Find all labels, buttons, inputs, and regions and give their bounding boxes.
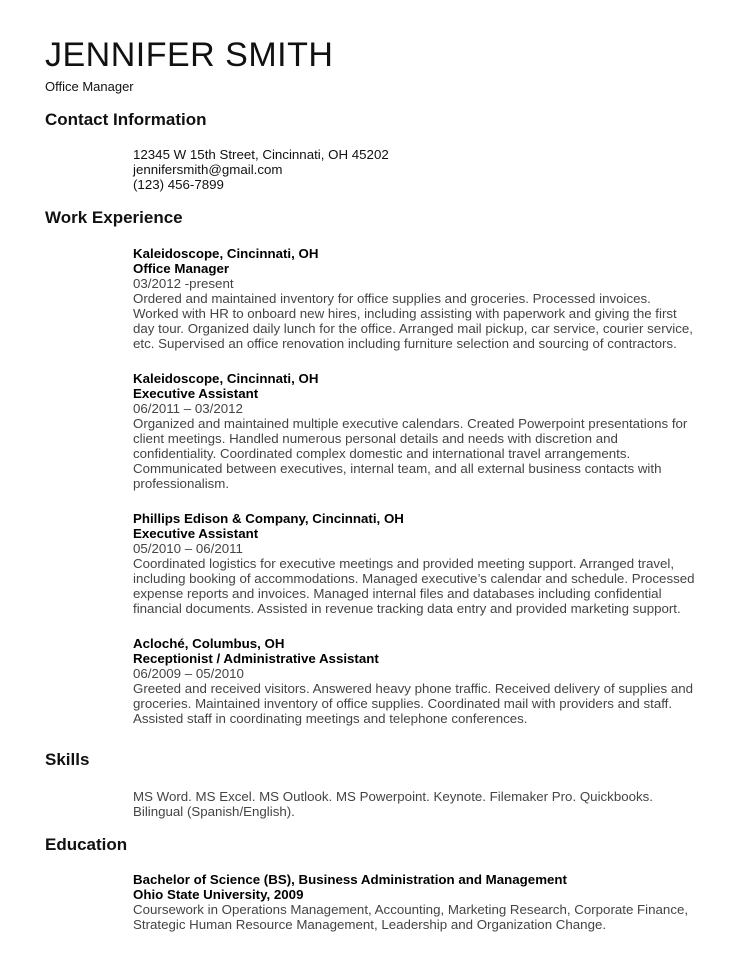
job-entry	[133, 511, 713, 616]
job-description-line: Communicated between executives, internal team, and all external business contacts with	[133, 461, 662, 476]
job-role: Executive Assistant	[133, 386, 259, 401]
job-dates: 03/2012 -present	[133, 276, 234, 291]
contact-block	[133, 147, 713, 192]
job-company: Acloché, Columbus, OH	[133, 636, 285, 651]
education-coursework-line: Coursework in Operations Management, Accounting, Marketing Research, Corporate Finance,	[133, 902, 689, 917]
education-coursework-line: Strategic Human Resource Management, Leadership and Organization Change.	[133, 917, 607, 932]
job-description-line: client meetings. Handled numerous personal details and needs with discretion and	[133, 431, 618, 446]
contact-phone: (123) 456-7899	[133, 177, 224, 192]
job-title: Office Manager	[45, 79, 134, 94]
job-description-line: confidentiality. Coordinated complex domestic and international travel arrangements.	[133, 446, 631, 461]
job-description-line: etc. Supervised an office renovation including furniture selection and sourcing of contractors.	[133, 336, 677, 351]
section-heading-work: Work Experience	[45, 208, 183, 227]
contact-address: 12345 W 15th Street, Cincinnati, OH 45202	[133, 147, 389, 162]
job-company: Phillips Edison & Company, Cincinnati, OH	[133, 511, 404, 526]
job-dates: 06/2011 – 03/2012	[133, 401, 243, 416]
section-heading-skills: Skills	[45, 750, 90, 769]
section-heading-education: Education	[45, 835, 128, 854]
job-company: Kaleidoscope, Cincinnati, OH	[133, 246, 319, 261]
skills-line: MS Word. MS Excel. MS Outlook. MS Powerpoint. Keynote. Filemaker Pro. Quickbooks.	[133, 789, 653, 804]
job-role: Executive Assistant	[133, 526, 259, 541]
job-dates: 06/2009 – 05/2010	[133, 666, 244, 681]
job-description-line: Assisted staff in coordinating meetings and telephone conferences.	[133, 711, 528, 726]
job-description-line: financial documents. Assisted in revenue tracking data entry and provided marketing support.	[133, 601, 681, 616]
job-description-line: Organized and maintained multiple executive calendars. Created Powerpoint presentations for	[133, 416, 688, 431]
candidate-name: JENNIFER SMITH	[45, 36, 334, 74]
job-description-line: Worked with HR to onboard new hires, including assisting with paperwork and giving the first	[133, 306, 677, 321]
skills-block	[133, 789, 713, 819]
job-dates: 05/2010 – 06/2011	[133, 541, 243, 556]
job-description-line: Coordinated logistics for executive meetings and provided meeting support. Arranged travel,	[133, 556, 675, 571]
job-description-line: including booking of accommodations. Managed executive’s calendar and schedule. Processed	[133, 571, 695, 586]
job-entry	[133, 636, 713, 726]
education-school: Ohio State University, 2009	[133, 887, 304, 902]
education-degree: Bachelor of Science (BS), Business Administration and Management	[133, 872, 567, 887]
job-description-line: Greeted and received visitors. Answered heavy phone traffic. Received delivery of supplies and	[133, 681, 694, 696]
skills-line: Bilingual (Spanish/English).	[133, 804, 295, 819]
job-role: Office Manager	[133, 261, 230, 276]
education-block	[133, 872, 713, 932]
job-description-line: Ordered and maintained inventory for office supplies and groceries. Processed invoices.	[133, 291, 651, 306]
job-company: Kaleidoscope, Cincinnati, OH	[133, 371, 319, 386]
job-description-line: professionalism.	[133, 476, 230, 491]
contact-email: jennifersmith@gmail.com	[133, 162, 283, 177]
job-entry	[133, 371, 713, 491]
job-description-line: groceries. Maintained inventory of office supplies. Coordinated mail with providers and staff.	[133, 696, 673, 711]
job-role: Receptionist / Administrative Assistant	[133, 651, 379, 666]
job-entry	[133, 246, 713, 351]
job-description-line: day tour. Organized daily lunch for the office. Arranged mail pickup, car service, courier service,	[133, 321, 693, 336]
section-heading-contact: Contact Information	[45, 110, 207, 129]
job-description-line: expense reports and invoices. Managed internal files and databases including confidential	[133, 586, 662, 601]
